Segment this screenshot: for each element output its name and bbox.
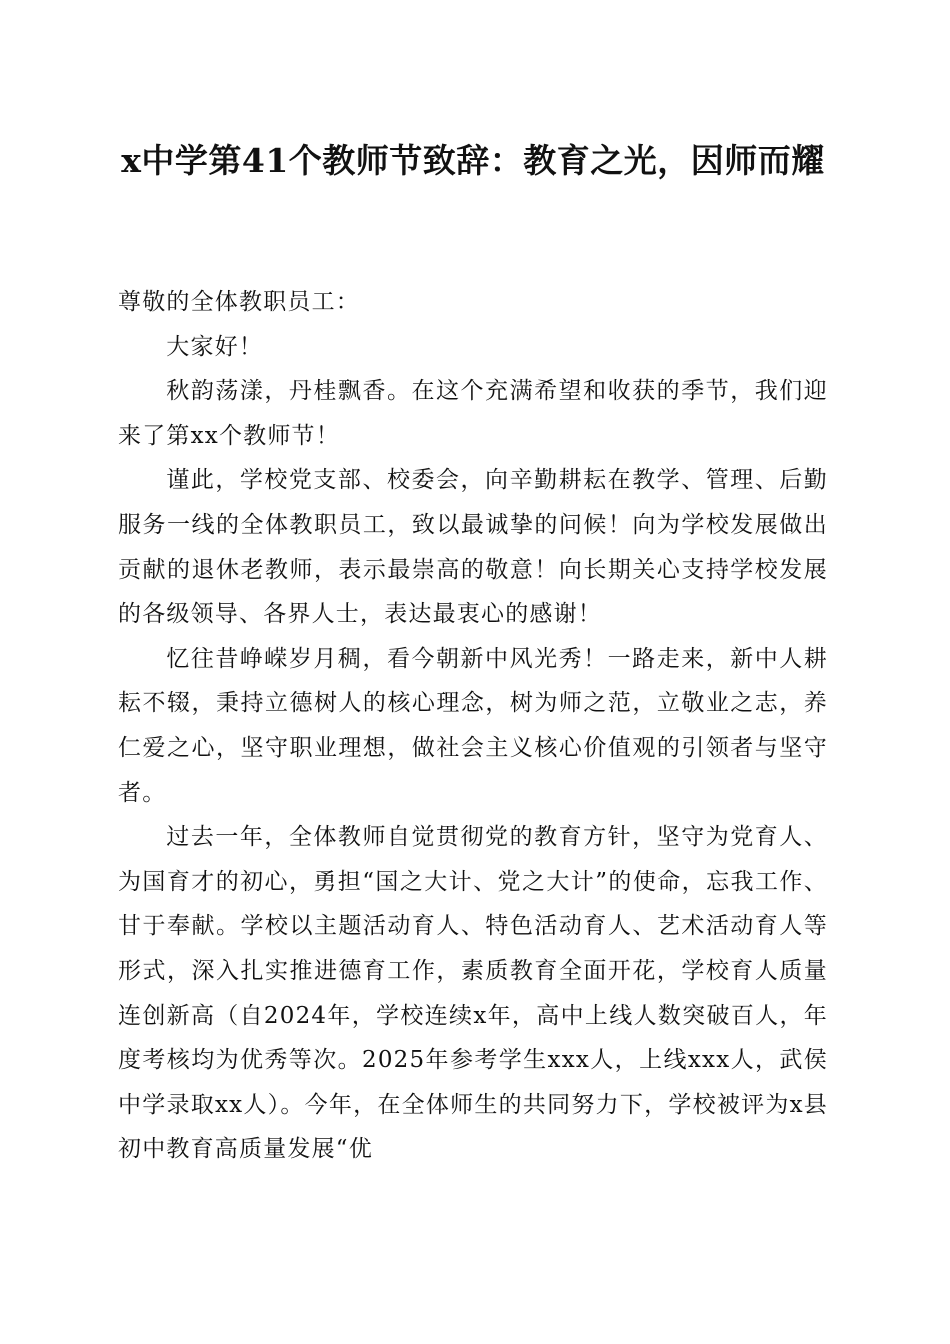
body-paragraph: 忆往昔峥嵘岁月稠，看今朝新中风光秀！一路走来，新中人耕耘不辍，秉持立德树人的核心理念，树为师之范，立敬业之志，养仁爱之心，坚守职业理想，做社会主义核心价值观的引领者与坚守者。: [118, 645, 828, 806]
document-title: x中学第41个教师节致辞：教育之光，因师而耀: [121, 141, 825, 180]
salutation: 尊敬的全体教职员工：: [118, 289, 360, 315]
body-paragraph: 谨此，学校党支部、校委会，向辛勤耕耘在教学、管理、后勤服务一线的全体教职员工，致以最诚挚的问候！向为学校发展做出贡献的退休老教师，表示最崇高的敬意！向长期关心支持学校发展的各级领导、各界人士，表达最衷心的感谢！: [118, 467, 828, 628]
document-body: [118, 280, 828, 1172]
body-paragraph: 过去一年，全体教师自觉贯彻党的教育方针，坚守为党育人、为国育才的初心，勇担“国之大计、党之大计”的使命，忘我工作、甘于奉献。学校以主题活动育人、特色活动育人、艺术活动育人等形式，深入扎实推进德育工作，素质教育全面开花，学校育人质量连创新高（自2024年，学校连续x年，高中上线人数突破百人，年度考核均为优秀等次。2025年参考学生xxx人，上线xxx人，武侯中学录取xx人）。今年，在全体师生的共同努力下，学校被评为x县初中教育高质量发展“优: [118, 824, 828, 1163]
body-paragraph: 秋韵荡漾，丹桂飘香。在这个充满希望和收获的季节，我们迎来了第xx个教师节！: [118, 378, 828, 449]
greeting-paragraph: 大家好！: [166, 333, 264, 360]
document-page: [118, 0, 828, 1344]
